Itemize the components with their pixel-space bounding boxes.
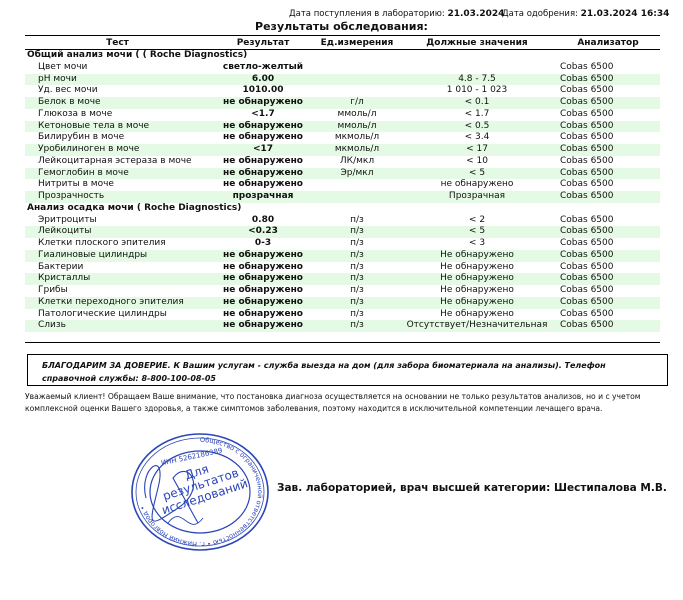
cell-unit: ЛК/мкл xyxy=(339,155,375,166)
cell-result: не обнаружено xyxy=(223,261,303,272)
col-reference: Должные значения xyxy=(398,36,556,50)
cell-test: Глюкоза в моче xyxy=(38,108,113,119)
table-row xyxy=(25,74,660,86)
cell-reference: < 5 xyxy=(398,226,556,238)
cell-result: не обнаружено xyxy=(210,121,316,133)
cell-test: Цвет мочи xyxy=(38,61,88,72)
cell-analyzer: Cobas 6500 xyxy=(560,308,614,319)
cell-reference: < 3.4 xyxy=(464,132,490,143)
cell-analyzer: Cobas 6500 xyxy=(560,179,614,190)
cell-result: не обнаружено xyxy=(223,285,303,295)
table-row xyxy=(25,179,660,191)
cell-test: Гемоглобин в моче xyxy=(25,168,210,180)
cell-result: <17 xyxy=(210,144,316,156)
cell-analyzer: Cobas 6500 xyxy=(556,97,660,109)
page-title: Результаты обследования: xyxy=(255,20,428,33)
cell-test: Эритроциты xyxy=(38,214,97,225)
table-header-row xyxy=(25,36,660,50)
cell-result: 0-3 xyxy=(254,238,272,248)
cell-analyzer: Cobas 6500 xyxy=(556,191,660,203)
lab-stamp xyxy=(128,428,278,558)
cell-test: Нитриты в моче xyxy=(38,179,114,190)
cell-reference: Отсутствует/Незначительная xyxy=(398,320,556,332)
cell-test: Билирубин в моче xyxy=(38,132,125,143)
cell-unit: п/з xyxy=(350,285,364,295)
section-heading xyxy=(25,203,660,215)
cell-result: не обнаружено xyxy=(210,320,316,332)
cell-analyzer: Cobas 6500 xyxy=(560,85,614,96)
cell-result: не обнаружено xyxy=(210,273,316,285)
cell-result: 6.00 xyxy=(210,74,316,86)
cell-result: светло-желтый xyxy=(222,61,304,72)
cell-unit: мкмоль/л xyxy=(316,144,398,156)
cell-test: Лейкоциты xyxy=(25,226,210,238)
cell-reference: Не обнаружено xyxy=(398,273,556,285)
cell-reference: Не обнаружено xyxy=(398,297,556,309)
table-row xyxy=(25,320,660,332)
col-unit: Ед.измерения xyxy=(316,36,398,50)
cell-reference: < 2 xyxy=(468,214,486,225)
cell-analyzer: Cobas 6500 xyxy=(560,285,614,295)
cell-test: Грибы xyxy=(38,285,68,295)
section-title: Анализ осадка мочи ( Roche Diagnostics) xyxy=(27,202,242,213)
cell-analyzer: Cobas 6500 xyxy=(560,132,614,143)
cell-unit: п/з xyxy=(316,250,398,262)
table-row xyxy=(25,109,660,121)
cell-reference: не обнаружено xyxy=(440,179,514,190)
table-row xyxy=(25,273,660,285)
received-date-field: Дата поступления в лабораторию: 21.03.2024 xyxy=(289,9,505,19)
cell-result: <1.7 xyxy=(251,108,275,119)
cell-analyzer: Cobas 6500 xyxy=(556,273,660,285)
cell-unit: Эр/мкл xyxy=(316,168,398,180)
signature-line: Зав. лабораторией, врач высшей категории: Шестипалова М.В. xyxy=(277,482,667,494)
cell-unit: ммоль/л xyxy=(337,108,377,119)
table-row xyxy=(25,285,660,297)
stamp-graphic xyxy=(128,428,278,558)
table-row xyxy=(25,238,660,250)
cell-unit: п/з xyxy=(350,214,364,225)
approved-date-field: Дата одобрения: 21.03.2024 16:34 xyxy=(502,9,670,19)
cell-unit: п/з xyxy=(316,273,398,285)
cell-analyzer: Cobas 6500 xyxy=(560,61,614,72)
cell-result: не обнаружено xyxy=(210,97,316,109)
cell-analyzer: Cobas 6500 xyxy=(556,320,660,332)
cell-result: 0.80 xyxy=(251,214,275,225)
col-analyzer: Анализатор xyxy=(556,36,660,50)
cell-unit xyxy=(316,179,398,191)
cell-result: не обнаружено xyxy=(210,168,316,180)
cell-reference: < 17 xyxy=(398,144,556,156)
table-bottom-rule xyxy=(25,342,660,343)
cell-reference: Не обнаружено xyxy=(398,250,556,262)
cell-test: Бактерии xyxy=(38,261,84,272)
thanks-notice: БЛАГОДАРИМ ЗА ДОВЕРИЕ. К Вашим услугам - служба выезда на дом (для забора биоматериала на анализы). Телефон справочной службы: 8-800-100-08-05 xyxy=(27,354,668,386)
cell-unit: п/з xyxy=(316,297,398,309)
cell-reference: < 0.5 xyxy=(398,121,556,133)
table-row xyxy=(25,144,660,156)
stamp-ring-text: Общество с ограниченной ответственностью • г. Нижний Новгород • xyxy=(138,435,264,549)
cell-analyzer: Cobas 6500 xyxy=(556,74,660,86)
table-row xyxy=(25,97,660,109)
cell-unit: ммоль/л xyxy=(316,121,398,133)
cell-result: не обнаружено xyxy=(223,155,303,166)
cell-analyzer: Cobas 6500 xyxy=(556,250,660,262)
cell-reference: < 0.1 xyxy=(398,97,556,109)
cell-unit xyxy=(316,74,398,86)
results-table xyxy=(25,35,660,332)
cell-result: 1010.00 xyxy=(242,85,284,96)
cell-reference: < 3 xyxy=(468,238,486,248)
table-row xyxy=(25,297,660,309)
cell-unit xyxy=(316,85,398,97)
cell-test: Кристаллы xyxy=(25,273,210,285)
cell-reference xyxy=(398,62,556,74)
cell-test: Кетоновые тела в моче xyxy=(25,121,210,133)
cell-result: <0.23 xyxy=(210,226,316,238)
cell-unit: п/з xyxy=(316,226,398,238)
cell-reference: Прозрачная xyxy=(398,191,556,203)
cell-unit: п/з xyxy=(350,238,364,248)
table-row xyxy=(25,309,660,321)
table-row xyxy=(25,226,660,238)
cell-unit xyxy=(316,191,398,203)
table-row xyxy=(25,262,660,274)
cell-unit: п/з xyxy=(350,261,364,272)
cell-test: Гиалиновые цилиндры xyxy=(25,250,210,262)
cell-test: Клетки переходного эпителия xyxy=(25,297,210,309)
cell-analyzer: Cobas 6500 xyxy=(556,144,660,156)
cell-test: Уробилиноген в моче xyxy=(25,144,210,156)
cell-result: не обнаружено xyxy=(223,308,303,319)
cell-test: pH мочи xyxy=(25,74,210,86)
cell-unit: г/л xyxy=(316,97,398,109)
cell-analyzer: Cobas 6500 xyxy=(556,297,660,309)
cell-test: Слизь xyxy=(25,320,210,332)
cell-analyzer: Cobas 6500 xyxy=(560,108,614,119)
section-heading xyxy=(25,50,660,62)
cell-reference: < 10 xyxy=(466,155,488,166)
cell-test: Прозрачность xyxy=(25,191,210,203)
cell-test: Лейкоцитарная эстераза в моче xyxy=(38,155,192,166)
table-row xyxy=(25,62,660,74)
cell-unit: п/з xyxy=(350,308,364,319)
cell-result: не обнаружено xyxy=(210,297,316,309)
section-title: Общий анализ мочи ( ( Roche Diagnostics) xyxy=(27,50,248,60)
cell-unit: мкмоль/л xyxy=(334,132,380,143)
disclaimer-note: Уважаемый клиент! Обращаем Ваше внимание, что постановка диагноза осуществляется на основании не только результатов анализов, но и с учетом комплексной оценки Вашего здоровья, а также симптомов заболевания, поэтому находится в исключительной компетенции лечащего врача. xyxy=(25,392,641,413)
table-row xyxy=(25,168,660,180)
cell-reference: < 5 xyxy=(398,168,556,180)
cell-analyzer: Cobas 6500 xyxy=(556,226,660,238)
table-row xyxy=(25,215,660,227)
cell-unit xyxy=(316,62,398,74)
cell-reference: Не обнаружено xyxy=(440,308,514,319)
cell-reference: Не обнаружено xyxy=(440,261,514,272)
col-result: Результат xyxy=(210,36,316,50)
cell-reference: 4.8 - 7.5 xyxy=(398,74,556,86)
cell-test: Клетки плоского эпителия xyxy=(38,238,166,248)
table-row xyxy=(25,250,660,262)
cell-test: Патологические цилиндры xyxy=(38,308,167,319)
cell-result: прозрачная xyxy=(210,191,316,203)
cell-analyzer: Cobas 6500 xyxy=(560,214,614,225)
cell-result: не обнаружено xyxy=(223,132,303,143)
cell-analyzer: Cobas 6500 xyxy=(560,155,614,166)
cell-result: не обнаружено xyxy=(210,250,316,262)
col-test: Тест xyxy=(25,36,210,50)
cell-test: Уд. вес мочи xyxy=(38,85,98,96)
table-row xyxy=(25,191,660,203)
cell-analyzer: Cobas 6500 xyxy=(560,261,614,272)
cell-analyzer: Cobas 6500 xyxy=(556,168,660,180)
stamp-inn: ИНН 5262186389 xyxy=(160,446,224,468)
cell-reference: Не обнаружено xyxy=(440,285,514,295)
cell-analyzer: Cobas 6500 xyxy=(556,121,660,133)
cell-analyzer: Cobas 6500 xyxy=(560,238,614,248)
cell-unit: п/з xyxy=(316,320,398,332)
table-row xyxy=(25,132,660,144)
cell-reference: < 1.7 xyxy=(464,108,490,119)
cell-test: Белок в моче xyxy=(25,97,210,109)
stamp-inner-text: Для результатов исследований xyxy=(159,461,250,518)
table-row xyxy=(25,156,660,168)
table-row xyxy=(25,121,660,133)
table-row xyxy=(25,85,660,97)
cell-result: не обнаружено xyxy=(223,179,303,190)
cell-reference: 1 010 - 1 023 xyxy=(446,85,508,96)
